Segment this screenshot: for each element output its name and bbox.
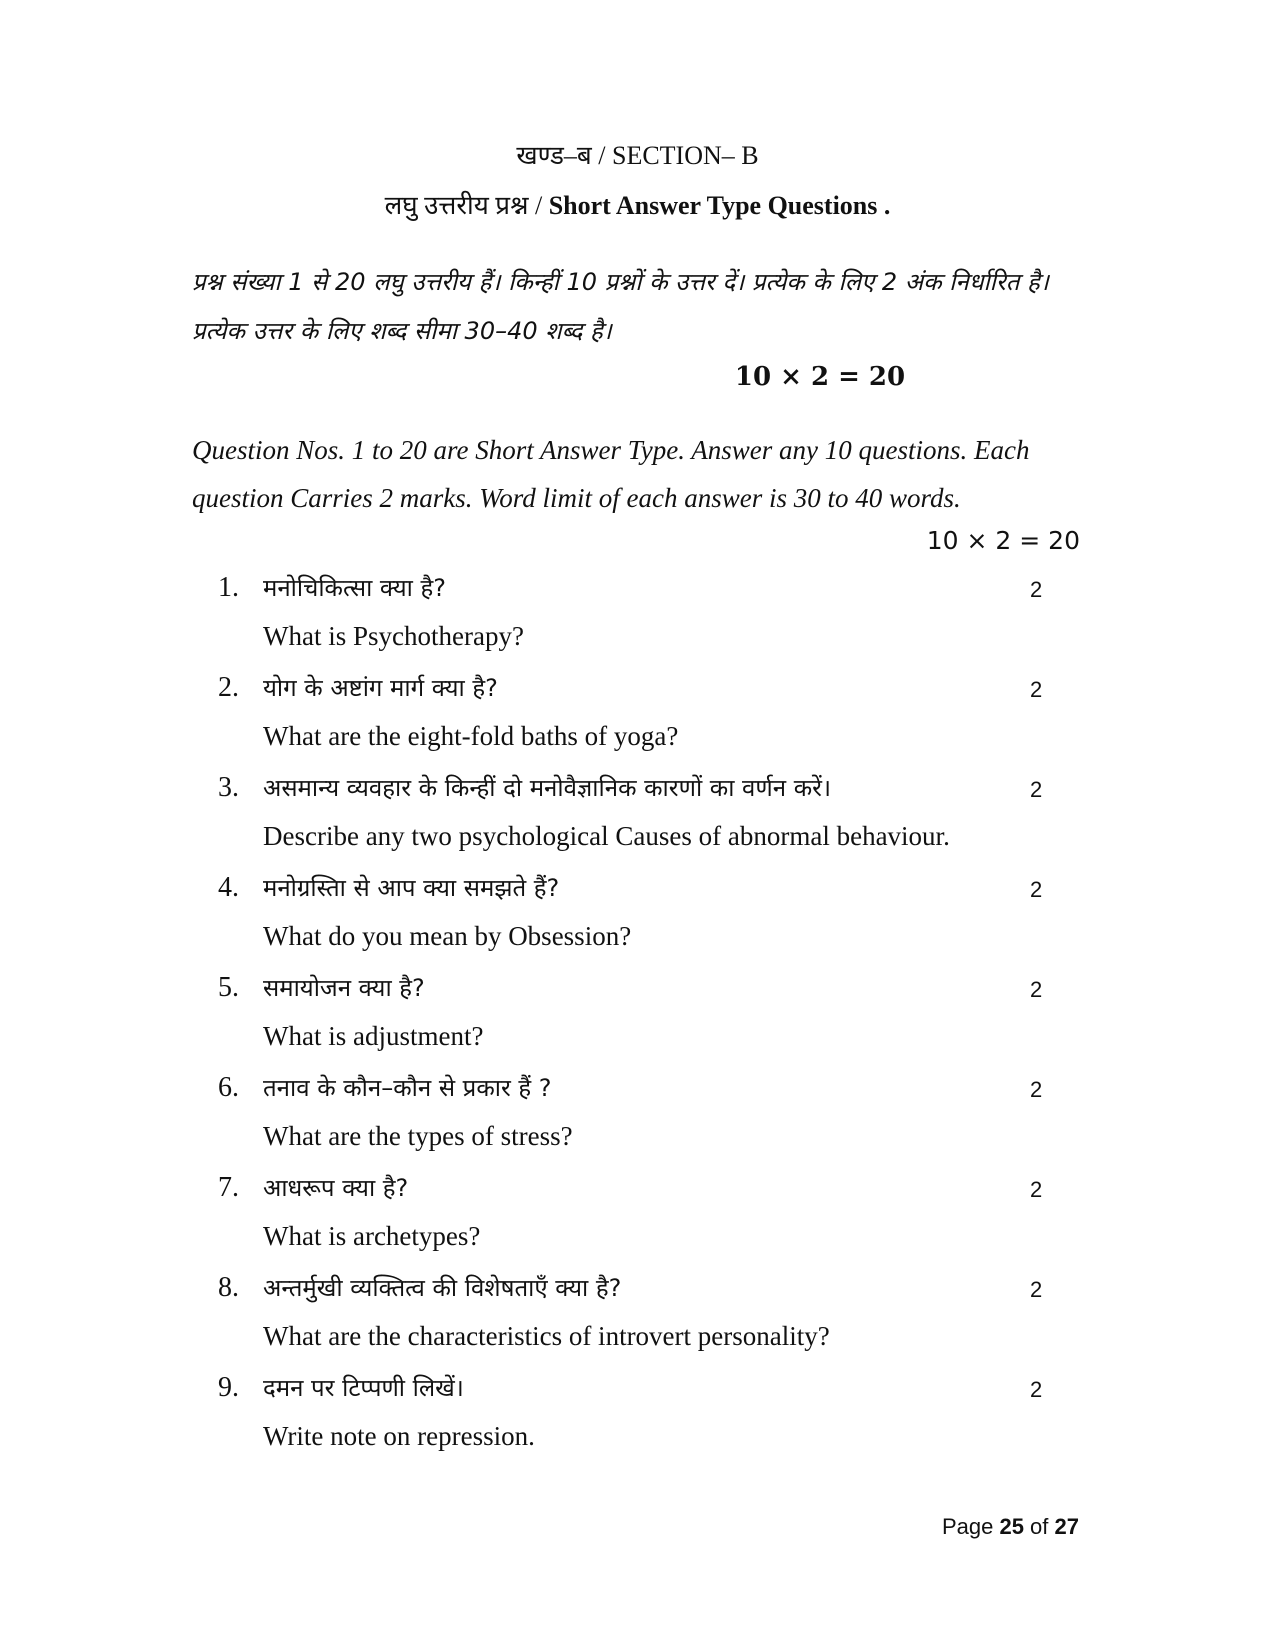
question-text-hindi: असमान्य व्यवहार के किन्हीं दो मनोवैज्ञानिक कारणों का वर्णन करें। [263,774,832,802]
page-number [942,1514,1079,1540]
subtitle-hindi: लघु उत्तरीय प्रश्न [384,191,529,220]
question-number: 1. [218,572,239,603]
question-text-english: What are the types of stress? [263,1121,573,1151]
question-item [218,566,1098,666]
question-number: 8. [218,1272,239,1303]
question-text-english: What are the eight-fold baths of yoga? [263,721,679,751]
page-of: of [1023,1514,1055,1539]
question-item [218,1266,1098,1366]
question-marks: 2 [1030,1377,1043,1402]
question-text-english: What are the characteristics of introvert personality? [263,1321,830,1351]
instructions-english: Question Nos. 1 to 20 are Short Answer Type. Answer any 10 questions. Each question Carries 2 marks. Word limit of each answer is 30 to 40 words. [192,435,1030,513]
question-text-english: What is archetypes? [263,1221,481,1251]
page-label: Page [941,1514,1000,1539]
subtitle-english: Short Answer Type Questions . [548,191,891,220]
question-text-hindi: योग के अष्टांग मार्ग क्या है? [263,674,498,702]
subtitle-separator: / [528,191,549,220]
question-marks: 2 [1030,677,1043,702]
question-text-hindi: अन्तर्मुखी व्यक्तित्व की विशेषताएँ क्या है? [263,1274,622,1302]
question-item [218,1366,1098,1466]
question-item [218,866,1098,966]
question-marks: 2 [1030,577,1043,602]
question-marks: 2 [1030,877,1043,902]
question-text-hindi: समायोजन क्या है? [263,974,425,1002]
question-text-hindi: मनोग्रस्तिा से आप क्या समझते हैं? [263,874,560,902]
question-marks: 2 [1030,1277,1043,1302]
question-number: 2. [218,672,239,703]
marks-formula-english: 10 × 2 = 20 [926,526,1080,555]
page-total: 27 [1054,1514,1079,1539]
question-text-english: What is Psychotherapy? [263,621,524,651]
section-title [0,140,1275,172]
question-text-hindi: दमन पर टिप्पणी लिखें। [263,1374,464,1402]
question-number: 9. [218,1372,239,1403]
question-item [218,1166,1098,1266]
question-text-english: What is adjustment? [263,1021,484,1051]
marks-formula-hindi: 10 × 2 = 20 [734,362,906,392]
question-item [218,1066,1098,1166]
question-text-english: What do you mean by Obsession? [263,921,632,951]
question-number: 3. [218,772,239,803]
question-number: 4. [218,872,239,903]
question-text-hindi: तनाव के कौन–कौन से प्रकार हैं ? [263,1074,552,1102]
section-title-hindi: खण्ड–ब [516,141,592,170]
question-marks: 2 [1030,977,1043,1002]
section-title-separator: / [591,141,612,170]
question-number: 6. [218,1072,239,1103]
question-item [218,666,1098,766]
section-subtitle [0,190,1275,222]
question-marks: 2 [1030,1077,1043,1102]
question-number: 7. [218,1172,239,1203]
question-number: 5. [218,972,239,1003]
section-title-english: SECTION– B [611,141,759,170]
question-text-english: Describe any two psychological Causes of abnormal behaviour. [263,821,950,851]
question-item [218,766,1098,866]
question-item [218,966,1098,1066]
question-list [218,566,1098,1466]
question-marks: 2 [1030,777,1043,802]
page-current: 25 [999,1514,1024,1539]
question-text-english: Write note on repression. [263,1421,535,1451]
instructions-hindi: प्रश्न संख्या 1 से 20 लघु उत्तरीय हैं। किन्हीं 10 प्रश्नों के उत्तर दें। प्रत्येक के लिए 2 अंक निर्धारित है। प्रत्येक उत्तर के लिए शब्द सीमा 30–40 शब्द है। [192,268,1049,345]
question-text-hindi: आधरूप क्या है? [263,1174,409,1202]
question-marks: 2 [1030,1177,1043,1202]
question-text-hindi: मनोचिकित्सा क्या है? [263,574,447,602]
